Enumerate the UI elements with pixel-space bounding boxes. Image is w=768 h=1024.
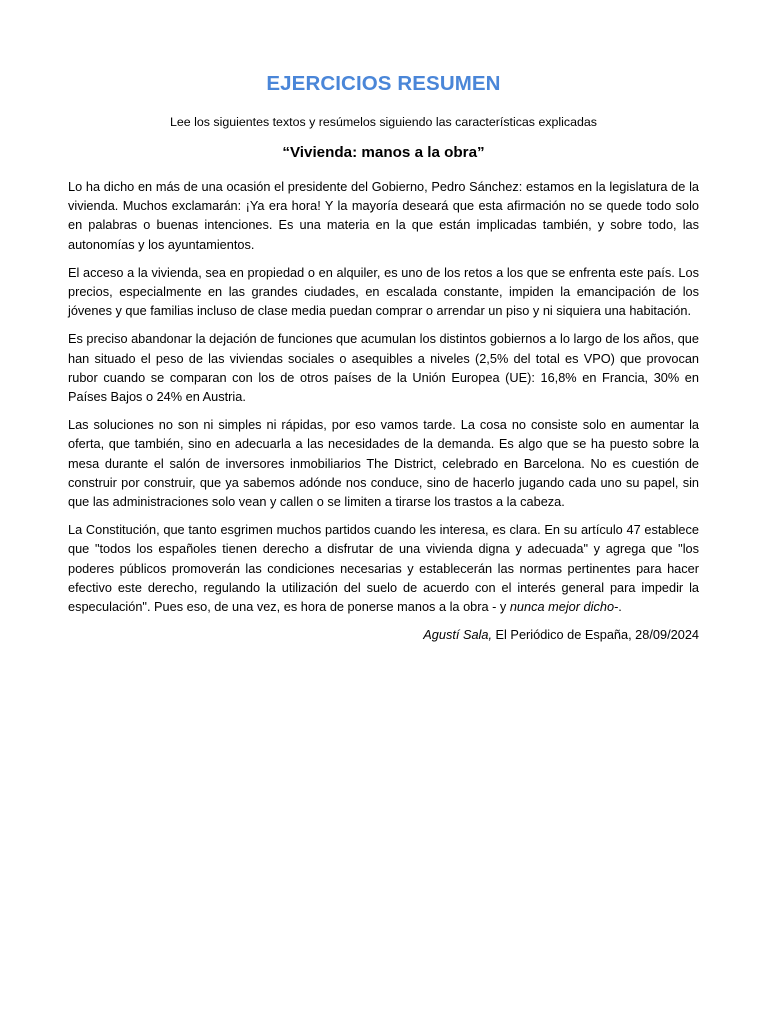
paragraph-1: Lo ha dicho en más de una ocasión el presidente del Gobierno, Pedro Sánchez: estamos en la legislatura de la vivienda. Muchos exclamarán: ¡Ya era hora! Y la mayoría deseará que esta afirmación no se quede todo solo en palabras o buenas intenciones. Es una materia en la que están implicadas también, y sobre todo, las autonomías y los ayuntamientos. <box>68 179 699 252</box>
exercise-instruction: Lee los siguientes textos y resúmelos siguiendo las características explicadas <box>169 115 597 129</box>
page-title: EJERCICIOS RESUMEN <box>266 72 501 95</box>
paragraph-2: El acceso a la vivienda, sea en propiedad o en alquiler, es uno de los retos a los que se enfrenta este país. Los precios, especialmente en las grandes ciudades, en escalada constante, impiden la emancipación de los jóvenes y que familias incluso de clase media puedan comprar o arrendar un piso y ni siquiera una habitación. <box>68 264 699 319</box>
document-page <box>68 68 699 644</box>
paragraph-3: Es preciso abandonar la dejación de funciones que acumulan los distintos gobiernos a lo largo de los años, que han situado el peso de las viviendas sociales o asequibles a niveles (2,5% del total es VPO) que provocan rubor cuando se comparan con los de otros países de la Unión Europea (UE): 16,8% en Francia, 30% en Países Bajos o 24% en Austria. <box>68 331 699 405</box>
signature-author: Agustí Sala, <box>423 627 493 643</box>
paragraph-5-text: La Constitución, que tanto esgrimen muchos partidos cuando les interesa, es clara. En su artículo 47 establece que "todos los españoles tienen derecho a disfrutar de una vivienda digna y adecuada" y agrega que "los poderes públicos promoverán las condiciones necesarias y establecerán las normas pertinentes para hacer efectivo este derecho, regulando la utilización del suelo de acuerdo con el interés general para impedir la especulación". Pues eso, de una vez, es hora de ponerse manos a la obra - y <box>68 522 699 615</box>
paragraph-5-trailing: . <box>618 599 622 615</box>
article-signature <box>68 625 699 644</box>
paragraph-5-italic: nunca mejor dicho- <box>509 599 619 615</box>
article-body <box>68 177 699 616</box>
paragraph-5 <box>68 520 699 616</box>
signature-source: El Periódico de España, 28/09/2024 <box>492 627 699 643</box>
paragraph-4: Las soluciones no son ni simples ni rápidas, por eso vamos tarde. La cosa no consiste solo en aumentar la oferta, que también, sino en adecuarla a las necesidades de la demanda. Es algo que se ha puesto sobre la mesa durante el salón de inversores inmobiliarios The District, celebrado en Barcelona. No es cuestión de construir por construir, que ya sabemos adónde nos conduce, sino de hacerlo jugando cada uno su papel, sin que las administraciones solo vean y callen o se limiten a tirarse los trastos a la cabeza. <box>68 417 699 510</box>
article-title: “Vivienda: manos a la obra” <box>282 144 485 161</box>
